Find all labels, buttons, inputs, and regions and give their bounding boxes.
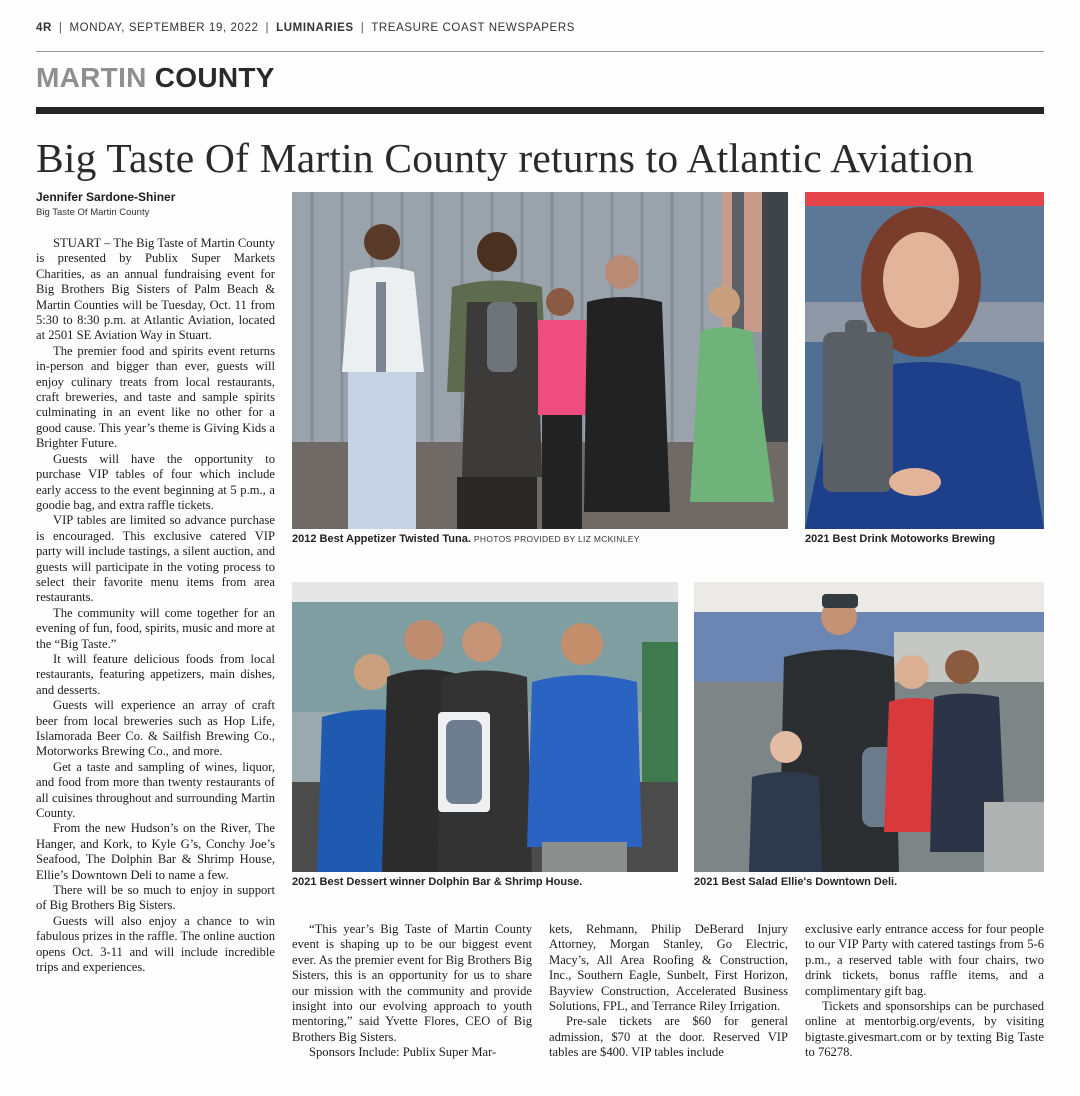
section-label xyxy=(36,62,275,94)
paragraph: The premier food and spirits event returns in-person and bigger than ever, guests will enjoy culinary treats from local restaurants, craft breweries, and taste and sample spirits culminating in an event like no other for a good cause. This year’s theme is Giving Kids a Brighter Future. xyxy=(36,343,275,451)
paragraph: STUART – The Big Taste of Martin County is presented by Publix Super Markets Charities, as an annual fundraising event for Big Brothers Big Sisters of Palm Beach & Martin Counties will be Tuesday, Oct. 11 from 5:30 to 8:30 p.m. at Atlantic Aviation, located at 2501 SE Aviation Way in Stuart. xyxy=(36,236,275,343)
page-number: 4R xyxy=(36,22,52,34)
paragraph: Pre-sale tickets are $60 for general admission, $70 at the door. Reserved VIP tables are $400. VIP tables include xyxy=(549,1014,788,1060)
paragraph: kets, Rehmann, Philip DeBerard Injury Attorney, Morgan Stanley, Go Electric, Macy’s, All Area Roofing & Construction, Inc., Southern Eagle, Sunbelt, First Horizon, Bayview Construction, Accelerated Business Solutions, FPL, and Terrance Riley Irrigation. xyxy=(549,922,788,1014)
section-label-dark: COUNTY xyxy=(154,62,275,93)
paragraph: Tickets and sponsorships can be purchased online at mentorbig.org/events, by visiting bigtaste.givesmart.com or by texting Big Taste to 76278. xyxy=(805,999,1044,1060)
paragraph: exclusive early entrance access for four people to our VIP Party with catered tastings from 5-6 p.m., a reserved table with four chairs, two drink tickets, bonus raffle items, and a complimentary gift bag. xyxy=(805,922,1044,998)
paragraph: Guests will have the opportunity to purchase VIP tables of four which include early access to the event beginning at 5 p.m., a goodie bag, and extra raffle tickets. xyxy=(36,451,275,512)
article-column-4 xyxy=(805,922,1044,1082)
article-column-1 xyxy=(36,236,275,1081)
paragraph: Sponsors Include: Publix Super Mar- xyxy=(309,1045,497,1060)
photo-motoworks xyxy=(805,192,1044,529)
paragraph: VIP tables are limited so advance purchase is encouraged. This exclusive catered VIP party will include tastings, a silent auction, and guests will participate in the voting process to select their favorite menu items from area restaurants. xyxy=(36,513,275,605)
section-label-light: MARTIN xyxy=(36,62,147,93)
section-rule xyxy=(36,107,1044,114)
article-column-2 xyxy=(292,922,532,1082)
caption-text: 2012 Best Appetizer Twisted Tuna. xyxy=(292,533,471,545)
photo-dolphin-bar xyxy=(292,582,678,872)
paragraph: From the new Hudson’s on the River, The Hanger, and Kork, to Kyle G’s, Conchy Joe’s Seafood, The Dolphin Bar & Shrimp House, Ellie’s Downtown Deli to name a few. xyxy=(36,821,275,882)
photo-caption xyxy=(292,533,640,545)
publisher-name: TREASURE COAST NEWSPAPERS xyxy=(371,22,576,34)
photo-twisted-tuna xyxy=(292,192,788,529)
paragraph: Get a taste and sampling of wines, liquor, and food from more than twenty restaurants of all cuisines throughout and surrounding Martin County. xyxy=(36,759,275,821)
headline: Big Taste Of Martin County returns to Atlantic Aviation xyxy=(36,135,974,181)
photo-caption: 2021 Best Drink Motoworks Brewing xyxy=(805,533,996,545)
paragraph: There will be so much to enjoy in support of Big Brothers Big Sisters. xyxy=(36,883,275,913)
paragraph: Guests will experience an array of craft beer from local breweries such as Hop Life, Islamorada Beer Co. & Sailfish Brewing Co., Motorworks Brewing Co., and more. xyxy=(36,698,275,759)
paragraph: It will feature delicious foods from local restaurants, featuring appetizers, main dishes, and desserts. xyxy=(36,651,275,697)
photo-caption: 2021 Best Dessert winner Dolphin Bar & Shrimp House. xyxy=(292,876,583,888)
photo-ellies-deli xyxy=(694,582,1044,872)
byline-name: Jennifer Sardone-Shiner xyxy=(36,190,176,204)
folio-rule xyxy=(36,51,1044,52)
paragraph: The community will come together for an evening of fun, food, spirits, music and more at the “Big Taste.” xyxy=(36,605,275,651)
issue-date: MONDAY, SEPTEMBER 19, 2022 xyxy=(69,22,259,34)
paragraph: Guests will also enjoy a chance to win fabulous prizes in the raffle. The online auction opens Oct. 3-11 and will include incredible trips and experiences. xyxy=(36,913,275,975)
paragraph: “This year’s Big Taste of Martin County event is shaping up to be our biggest event ever. As the premier event for Big Brothers Big Sisters, this is an opportunity for us to share our mission with the community and provide insight into our evolving approach to youth mentoring,” said Yvette Flores, CEO of Big Brothers Big Sisters. xyxy=(292,922,532,1044)
folio-line: 4R | MONDAY, SEPTEMBER 19, 2022 | LUMINARIES | TREASURE COAST NEWSPAPERS xyxy=(36,22,576,34)
article-column-3 xyxy=(549,922,788,1082)
section-name: LUMINARIES xyxy=(276,22,354,34)
photo-caption: 2021 Best Salad Ellie's Downtown Deli. xyxy=(694,876,898,888)
photo-credit: PHOTOS PROVIDED BY LIZ MCKINLEY xyxy=(473,534,640,544)
byline-affiliation: Big Taste Of Martin County xyxy=(36,207,150,218)
